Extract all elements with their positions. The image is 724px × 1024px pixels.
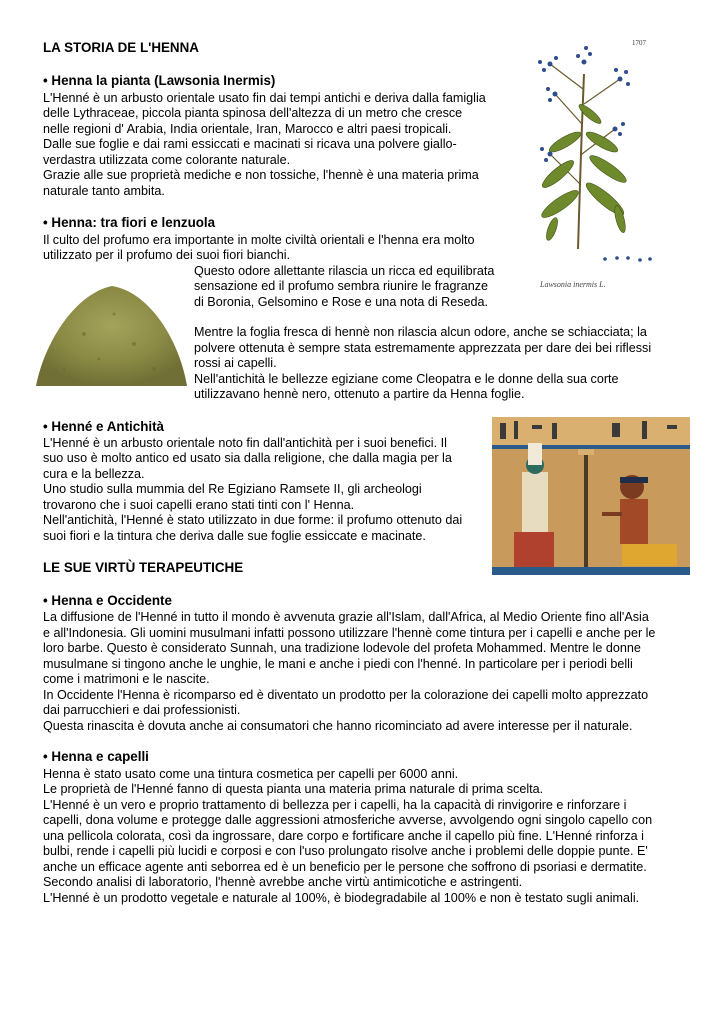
body-line: come i matrimoni e le nascite. xyxy=(43,672,210,686)
body-line: bulbi, rende i capelli più lucidi e corposi e con l'uso prolungato risolve anche i problemi delle doppie punte. E' xyxy=(43,844,648,858)
body-line: Mentre la foglia fresca di hennè non rilascia alcun odore, anche se schiacciata; la xyxy=(194,325,647,339)
body-line: Questo odore allettante rilascia un ricca ed equilibrata xyxy=(194,264,495,278)
body-line: Secondo analisi di laboratorio, l'hennè avrebbe anche virtù antimicotiche e astringenti. xyxy=(43,875,523,889)
body-line: e all'Indonesia. Gli uomini musulmani infatti possono utilizzare l'hennè come tintura per i capelli e anche per le xyxy=(43,626,656,640)
body-line: dai parrucchieri e dai professionisti. xyxy=(43,703,241,717)
plant-caption: Lawsonia inermis L. xyxy=(540,280,606,289)
body-line: sensazione ed il profumo sembra riunire le fragranze xyxy=(194,279,489,293)
body-line: rossi ai capelli. xyxy=(194,356,277,370)
body-line: verdastra utilizzata come colorante naturale. xyxy=(43,153,291,167)
body-line: L'Henné è un arbusto orientale noto fin dall'antichità per i suoi benefici. Il xyxy=(43,436,447,450)
body-line: Uno studio sulla mummia del Re Egiziano Ramsete II, gli archeologi xyxy=(43,482,422,496)
body-line: Le proprietà de l'Henné fanno di questa pianta una materia prima naturale di prima scelta. xyxy=(43,782,544,796)
body-line: Nell'antichità le bellezze egiziane come Cleopatra e le donne della sua corte xyxy=(194,372,619,386)
body-line: suo uso è molto antico ed usato sia dalla religione, che dalla magia per la xyxy=(43,451,452,465)
body-line: La diffusione de l'Henné in tutto il mondo è avvenuta grazie all'Islam, dall'Africa, al Medio Oriente fino all'Asia xyxy=(43,610,649,624)
body-line: anche un efficace agente anti seborrea ed è un beneficio per le persone che soffrono di psoriasi e dermatite. xyxy=(43,860,647,874)
body-line: suoi fiori e la tintura che deriva dalle sue foglie essiccate e macinate. xyxy=(43,529,426,543)
body-line: Nell'antichità, l'Henné è stato utilizzato in due forme: il profumo ottenuto dai xyxy=(43,513,463,527)
body-line: L'Henné è un prodotto vegetale e naturale al 100%, è biodegradabile al 100% e non è testato sugli animali. xyxy=(43,891,640,905)
body-line: polvere ottenuta è sempre stata estremamente apprezzata per dare dei bei riflessi xyxy=(194,341,652,355)
body-line: cura e la bellezza. xyxy=(43,467,145,481)
body-line: loro barbe. Questo è considerato Sunnah, una tradizione lodevole del profeta Mohammed. Mentre le donne xyxy=(43,641,641,655)
body-line: In Occidente l'Henna è ricomparso ed è diventato un prodotto per la colorazione dei capelli molto apprezzato xyxy=(43,688,649,702)
body-line: utilizzavano hennè nero, ottenuto a partire da Henna foglie. xyxy=(194,387,525,401)
plate-number: 1707 xyxy=(632,39,646,47)
egyptian-painting xyxy=(492,417,690,575)
section-heading-capelli: • Henna e capelli xyxy=(43,749,149,764)
body-line: trovarono che i suoi capelli erano stati tinti con l' Henna. xyxy=(43,498,355,512)
body-line: L'Henné è un vero e proprio trattamento di bellezza per i capelli, ha la capacità di rinvigorire e rinforzare i xyxy=(43,798,627,812)
body-line: musulmane si tingono anche le unghie, le mani e anche i piedi con l'henné. In particolare per i periodi belli xyxy=(43,657,633,671)
section-heading-pianta: • Henna la pianta (Lawsonia Inermis) xyxy=(43,73,276,88)
page-title: LA STORIA DE L'HENNA xyxy=(43,40,199,55)
section-heading-fiori: • Henna: tra fiori e lenzuola xyxy=(43,215,216,230)
body-line: una pellicola colorata, così da ingrossare, dare corpo e fortificare anche il capello più fine. L'Henné rinforza i xyxy=(43,829,644,843)
section-title-virtu: LE SUE VIRTÙ TERAPEUTICHE xyxy=(43,560,244,575)
body-line: utilizzato per il profumo dei suoi fiori bianchi. xyxy=(43,248,291,262)
section-heading-occidente: • Henna e Occidente xyxy=(43,593,172,608)
body-line: naturale tanto ambita. xyxy=(43,184,165,198)
body-line: capelli, dona volume e protegge dalle aggressioni atmosferiche avverse, avvolgendo ogni singolo capello con xyxy=(43,813,653,827)
body-line: Dalle sue foglie e dai rami essiccati e macinati si ricava una polvere giallo- xyxy=(43,137,457,151)
botanical-illustration xyxy=(520,34,660,292)
body-line: delle Lythraceae, piccola pianta spinosa dell'altezza di un metro che cresce xyxy=(43,106,463,120)
body-line: L'Henné è un arbusto orientale usato fin dai tempi antichi e deriva dalla famiglia xyxy=(43,91,486,105)
body-line: di Boronia, Gelsomino e Rose e una nota di Reseda. xyxy=(194,295,489,309)
body-line: Grazie alle sue proprietà mediche e non tossiche, l'hennè è una materia prima xyxy=(43,168,479,182)
henna-powder-photo xyxy=(34,274,189,389)
section-heading-antichita: • Henné e Antichità xyxy=(43,419,165,434)
body-line: Questa rinascita è dovuta anche ai consumatori che hanno ricominciato ad avere interesse per il naturale. xyxy=(43,719,633,733)
body-line: nelle regioni d' Arabia, India orientale, Iran, Marocco e altri paesi tropicali. xyxy=(43,122,452,136)
body-line: Il culto del profumo era importante in molte civiltà orientali e l'henna era molto xyxy=(43,233,475,247)
body-line: Henna è stato usato come una tintura cosmetica per capelli per 6000 anni. xyxy=(43,767,459,781)
